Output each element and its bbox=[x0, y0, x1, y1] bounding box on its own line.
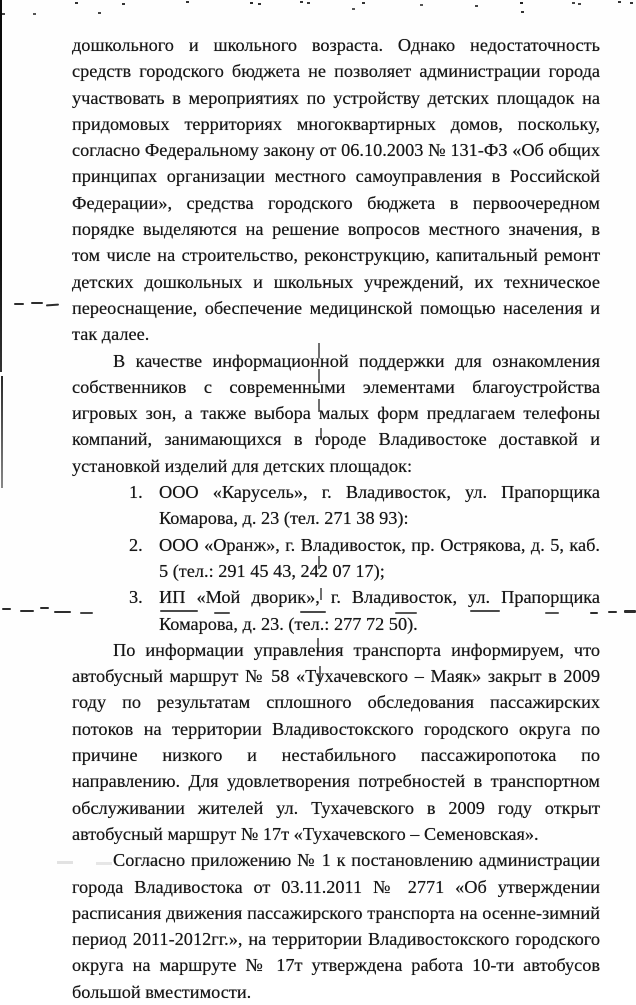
list-item-company-karusel bbox=[72, 479, 600, 532]
scan-artifact-dash bbox=[608, 611, 617, 613]
scan-artifact-dash bbox=[54, 611, 71, 613]
scan-artifact-left-edge-line bbox=[0, 0, 2, 372]
paragraph-info-support: В качестве информационной поддержки для ознакомления собственников с современными элементами благоустройства игровых зон, а также выбора малых форм предлагаем телефоны компаний, занимающихся в городе Владивостоке доставкой и установкой изделий для детских площадок: bbox=[72, 350, 600, 476]
scan-artifact-dash bbox=[31, 302, 43, 304]
scan-artifact-dash bbox=[40, 607, 49, 609]
scan-artifact-left-edge-line-fade bbox=[1, 376, 3, 488]
list-item-company-moy-dvorik bbox=[72, 584, 600, 637]
scan-artifact-bottom-marks bbox=[0, 0, 16, 3]
scan-artifact-dash bbox=[2, 608, 11, 610]
paragraph-bus-route-58: По информации управления транспорта информируем, что автобусный маршрут № 58 «Тухачевского – Маяк» закрыт в 2009 году по результатам сплошного обследования пассажирских потоков на территории Владивостокского городского округа по причине низкого и нестабильного пассажиропотока по направлению. Для удовлетворения потребностей в транспортном обслуживании жителей ул. Тухачевского в 2009 году открыт автобусный маршрут № 17т «Тухачевского – Семеновская». bbox=[72, 639, 600, 844]
list-item-number: 2. bbox=[129, 534, 143, 555]
paragraph-city-budget: дошкольного и школьного возраста. Однако недостаточность средств городского бюджета не позволяет администрации города участвовать в мероприятиях по устройству детских площадок на придомовых территориях многоквартирных домов, поскольку, согласно Федеральному закону от 06.10.2003 № 131-ФЗ «Об общих принципах организации местного самоуправления в Российской Федерации», средства городского бюджета в первоочередном порядке выделяются на решение вопросов местного значения, в том числе на строительство, реконструкцию, капитальный ремонт детских дошкольных и школьных учреждений, их техническое переоснащение, обеспечение медицинской помощью населения и так далее. bbox=[72, 35, 600, 345]
scan-artifact-dash bbox=[14, 303, 24, 305]
list-item-company-oranzh bbox=[72, 532, 600, 585]
document-text-block bbox=[72, 32, 600, 1005]
scan-artifact-dash bbox=[46, 304, 59, 307]
list-item-number: 3. bbox=[129, 587, 143, 608]
list-item-number: 1. bbox=[129, 482, 143, 503]
scan-artifact-dash bbox=[20, 610, 34, 612]
scan-artifact-dash bbox=[624, 610, 636, 613]
list-item-text: ООО «Оранж», г. Владивосток, пр. Острякова, д. 5, каб. 5 (тел.: 291 45 43, 242 07 17); bbox=[159, 534, 600, 581]
company-contact-list bbox=[72, 479, 600, 637]
paragraph-bus-schedule: Согласно приложению № 1 к постановлению администрации города Владивостока от 03.11.2011 № 2771 «Об утверждении расписания движения пассажирского транспорта на осенне-зимний период 2011-2012гг.», на территории Владивостокского городского округа на маршруте № 17т утверждена работа 10-ти автобусов большой вместимости. bbox=[72, 850, 600, 1002]
list-item-text: ООО «Карусель», г. Владивосток, ул. Прапорщика Комарова, д. 23 (тел. 271 38 93): bbox=[159, 482, 600, 529]
list-item-text: ИП «Мой дворик», г. Владивосток, ул. Прапорщика Комарова, д. 23. (тел.: 277 72 50). bbox=[159, 587, 600, 634]
